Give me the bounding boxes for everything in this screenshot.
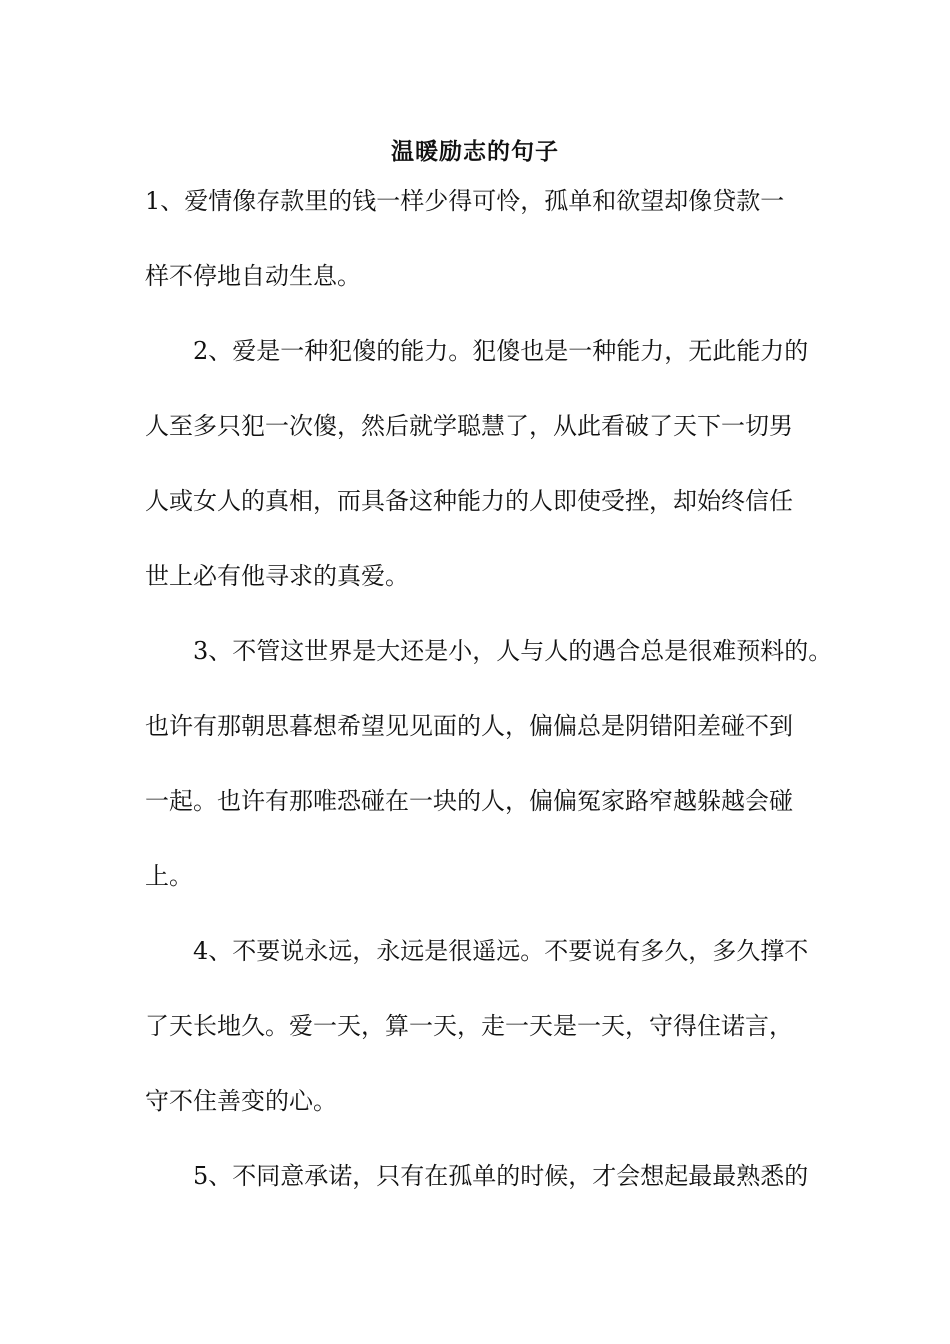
text-line-5: 人或女人的真相，而具备这种能力的人即使受挫，却始终信任 xyxy=(145,487,793,515)
text-line-1: 1、爱情像存款里的钱一样少得可怜，孤单和欲望却像贷款一 xyxy=(145,187,785,215)
text-line-9: 一起。也许有那唯恐碰在一块的人，偏偏冤家路窄越躲越会碰 xyxy=(145,787,793,815)
text-line-3: 2、爱是一种犯傻的能力。犯傻也是一种能力，无此能力的 xyxy=(145,337,809,365)
text-line-12: 了天长地久。爱一天，算一天，走一天是一天，守得住诺言， xyxy=(145,1012,793,1040)
text-line-11: 4、不要说永远，永远是很遥远。不要说有多久，多久撑不 xyxy=(145,937,809,965)
text-line-2: 样不停地自动生息。 xyxy=(145,262,361,290)
text-line-6: 世上必有他寻求的真爱。 xyxy=(145,562,409,590)
text-line-8: 也许有那朝思暮想希望见见面的人，偏偏总是阴错阳差碰不到 xyxy=(145,712,793,740)
document-title: 温暖励志的句子 xyxy=(391,139,559,165)
text-line-7: 3、不管这世界是大还是小，人与人的遇合总是很难预料的。 xyxy=(145,637,833,665)
text-line-4: 人至多只犯一次傻，然后就学聪慧了，从此看破了天下一切男 xyxy=(145,412,793,440)
text-line-13: 守不住善变的心。 xyxy=(145,1087,337,1115)
text-line-14: 5、不同意承诺，只有在孤单的时候，才会想起最最熟悉的 xyxy=(145,1162,809,1190)
text-line-10: 上。 xyxy=(145,862,193,890)
